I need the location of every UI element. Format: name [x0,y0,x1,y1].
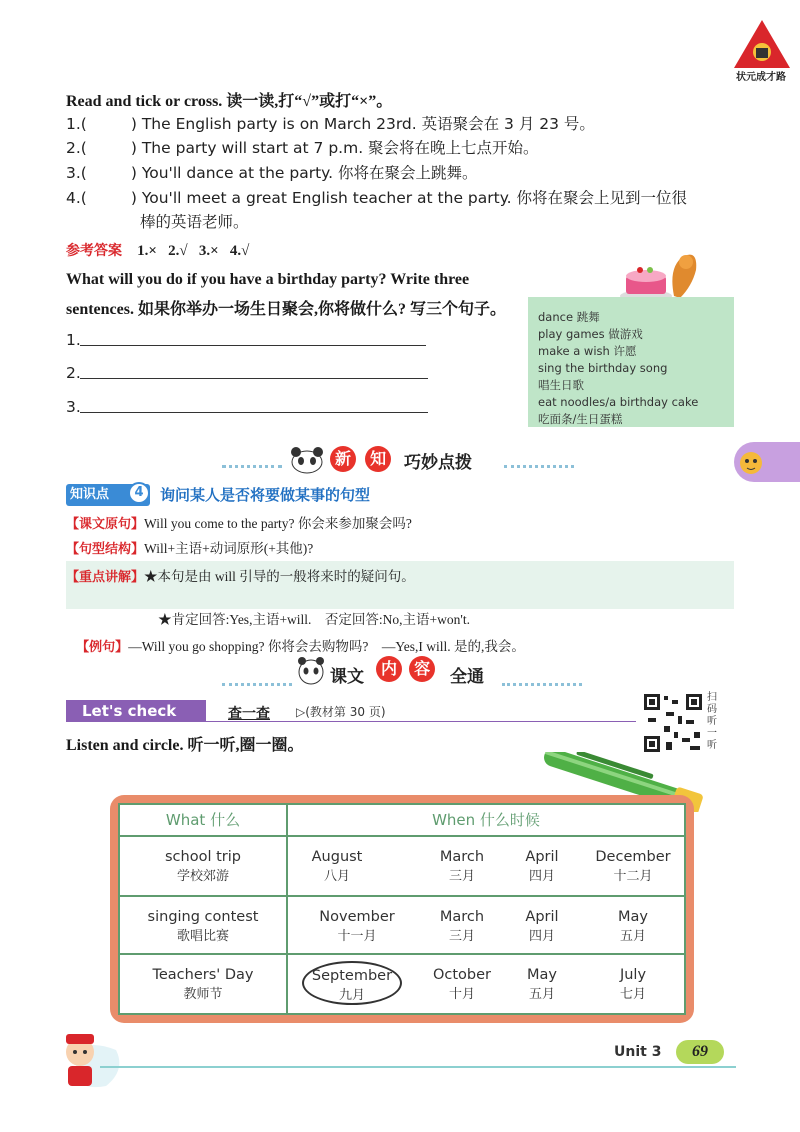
vocab-item: eat noodles/a birthday cake [538,395,699,409]
q4-open[interactable]: 4.( [66,189,87,207]
exercise2-instruction-line2: sentences. 如果你举办一场生日聚会,你将做什么? 写三个句子。 [66,301,506,318]
option[interactable]: March 三月 [439,849,485,884]
option[interactable]: July 七月 [619,967,647,1002]
arrow-right-icon: ▷ [296,705,306,719]
q1-open[interactable]: 1.( [66,115,87,133]
table-row-what [118,835,288,897]
option[interactable]: May 五月 [527,967,557,1002]
mascot-icon [56,1030,126,1092]
header-when: When 什么时候 [286,803,686,837]
knowledge-title: 询问某人是否将要做某事的句型 [160,486,371,504]
q2-text: The party will start at 7 p.m. 聚会将在晚上七点开始。 [141,139,539,157]
qr-code-icon[interactable] [642,692,704,754]
header-what: What 什么 [118,803,288,837]
lets-check-bar: Let's check [66,700,206,722]
table-row-when [286,835,686,897]
dots-right [502,683,582,686]
qr-label: 扫码听一听 [707,692,717,751]
answer-label: 参考答案 [66,243,122,259]
dots-left [222,683,292,686]
kp-tag: 【例句】 [76,640,129,655]
lets-check-underline [206,721,636,722]
answer-key [66,240,249,260]
option[interactable]: May 五月 [618,909,648,944]
what-en: Teachers' Day [152,967,254,983]
exercise1-instruction: Read and tick or cross. 读一读,打“√”或打“×”。 [66,93,393,110]
answer-line-1-label: 1. [66,331,81,349]
section1-title: 巧妙点拨 [404,453,472,473]
answer-line-3-label: 3. [66,398,81,416]
q3-open[interactable]: 3.( [66,164,87,182]
panda-icon [288,444,326,474]
logo-text: 状元成才路 [736,72,786,83]
q3-text: You'll dance at the party. 你将在聚会上跳舞。 [141,164,478,182]
badge-nei: 内 [376,656,402,682]
option[interactable]: March 三月 [439,909,485,944]
q2-open[interactable]: 2.( [66,139,87,157]
option[interactable]: December 十二月 [595,849,671,884]
kp-text: ★本句是由 will 引导的一般将来时的疑问句。 [144,569,415,584]
kp-row-3 [66,565,415,585]
q4-text: You'll meet a great English teacher at the party. 你将在聚会上见到一位很 [141,189,688,207]
check-ref [296,703,386,720]
check-ref-text: (教材第 30 页) [305,705,386,719]
kp-text: Will you come to the party? 你会来参加聚会吗? [144,516,412,531]
q3-close: ) [130,164,137,182]
table-row-when [286,895,686,955]
answer-line-3[interactable] [80,412,428,413]
answer-line-2[interactable] [80,378,428,379]
kp-row-2 [66,537,313,557]
circled-option[interactable]: September 九月 [302,961,402,1005]
answer-line-2-label: 2. [66,364,81,382]
dots-left [222,465,282,468]
table-row-what [118,895,288,955]
section2-pre: 课文 [330,667,364,687]
kp-text: Will+主语+动词原形(+其他)? [144,541,314,556]
section2-post: 全通 [450,667,484,687]
what-cn: 歌唱比赛 [176,929,229,944]
page-number: 69 [676,1040,724,1064]
vocab-item: 唱生日歌 [538,378,584,392]
footer-line [100,1066,736,1068]
badge-rong: 容 [409,656,435,682]
what-en: singing contest [147,909,259,925]
kp-text: ★肯定回答:Yes,主语+will. 否定回答:No,主语+won't. [158,612,470,627]
vocab-item: play games 做游戏 [538,327,643,341]
birthday-cake-icon [616,246,702,304]
kp-row-5 [66,616,525,655]
vocab-item: 吃面条/生日蛋糕 [538,412,623,426]
option[interactable]: November 十一月 [319,909,395,944]
vocab-item: sing the birthday song [538,361,668,375]
q2-close: ) [130,139,137,157]
unit-label: Unit 3 [614,1044,662,1060]
knowledge-num: 4 [128,482,150,504]
question-1 [66,112,595,136]
tiger-face-icon [738,448,764,476]
table-row-what [118,953,288,1015]
what-cn: 教师节 [183,987,223,1002]
what-en: school trip [165,849,241,865]
kp-tag: 【课文原句】 [66,517,145,532]
check-sub: 查一查 [228,706,270,722]
vocab-box [528,297,734,427]
question-2 [66,136,539,160]
option[interactable]: April 四月 [525,909,559,944]
answer-values: 1.× 2.√ 3.× 4.√ [137,243,250,259]
option[interactable]: April 四月 [525,849,559,884]
section1-badges [330,446,391,472]
option[interactable]: August 八月 [311,849,363,884]
kp-text: —Will you go shopping? 你将会去购物吗? —Yes,I will. 是的,我会。 [128,639,525,654]
what-cn: 学校郊游 [176,869,229,884]
section2-badges [376,656,435,682]
panda-icon [296,652,326,686]
listen-table [118,803,686,1015]
knowledge-label: 知识点 [66,484,150,506]
q4-close: ) [130,189,137,207]
badge-zhi: 知 [365,446,391,472]
vocab-item: make a wish 许愿 [538,344,637,358]
vocab-item: dance 跳舞 [538,310,600,324]
q1-text: The English party is on March 23rd. 英语聚会在 3 月 23 号。 [141,115,595,133]
kp-row-1 [66,512,412,532]
exercise2-instruction-line1: What will you do if you have a birthday party? Write three [66,271,470,288]
dots-right [504,465,574,468]
q1-close: ) [130,115,137,133]
option[interactable]: October 十月 [432,967,492,1002]
table-row-when [286,953,686,1015]
check-instruction: Listen and circle. 听一听,圈一圈。 [66,737,304,754]
kp-tag: 【重点讲解】 [66,570,145,585]
answer-line-1[interactable] [80,345,426,346]
kp-tag: 【句型结构】 [66,542,145,557]
question-3 [66,161,477,185]
question-4 [66,186,746,210]
q4-text-cont: 棒的英语老师。 [140,213,249,231]
badge-xin: 新 [330,446,356,472]
